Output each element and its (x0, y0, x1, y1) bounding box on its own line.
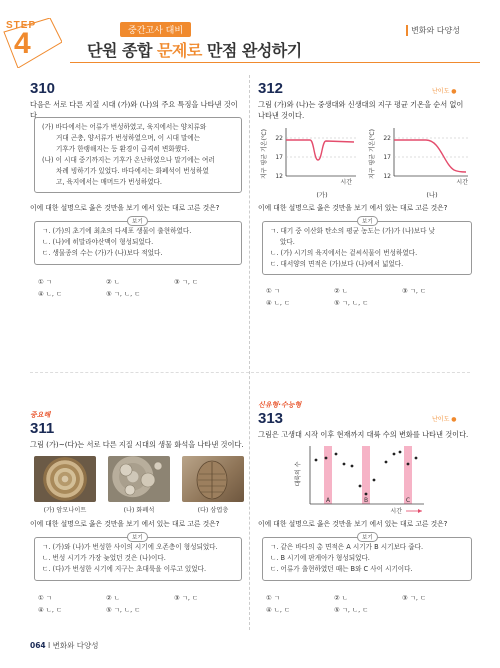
choice-3[interactable]: ③ ㄱ, ㄷ (402, 287, 427, 295)
choice-1[interactable]: ① ㄱ (266, 287, 280, 295)
question-311-choices (38, 592, 243, 616)
question-number-313: 313 (258, 410, 284, 427)
question-310-prompt: 이에 대한 설명으로 옳은 것만을 보기 에서 있는 대로 고른 것은? (30, 204, 220, 212)
choice-3[interactable]: ③ ㄱ, ㄷ (402, 594, 427, 602)
graph-na-xlabel: 시간 (456, 179, 468, 186)
difficulty-label: 난이도 ● (432, 416, 457, 423)
bogi-line: ㄷ. 생물종의 수는 (가)가 (나)보다 적었다. (42, 249, 163, 257)
passage-line: 기후가 한랭해지는 등 환경이 급격히 변화했다. (56, 145, 190, 153)
band-label-c: C (405, 497, 411, 504)
graph-ga-caption: (가) (316, 191, 328, 199)
bogi-label: 보기 (357, 216, 378, 226)
band-label-b: B (363, 497, 369, 504)
choice-4[interactable]: ④ ㄴ, ㄷ (266, 299, 291, 307)
graph-na (368, 124, 476, 200)
band-a (324, 446, 332, 504)
page-footer (30, 640, 99, 651)
passage-line: 고, 육지에서는 매머드가 번성하였다. (56, 178, 163, 186)
bogi-line: ㄱ. 같은 바다의 총 면적은 A 시기가 B 시기보다 줍다. (270, 543, 424, 551)
question-312-text (258, 99, 473, 121)
caption-nummulite: (나) 화폐석 (123, 507, 155, 514)
choice-1[interactable]: ① ㄱ (38, 278, 52, 286)
choice-5[interactable]: ⑤ ㄱ, ㄴ, ㄷ (106, 290, 141, 298)
new-type-tag: 신유형·수능형 (258, 401, 302, 409)
tick-label: 22 (383, 135, 391, 142)
choice-5[interactable]: ⑤ ㄱ, ㄴ, ㄷ (106, 606, 141, 614)
step-word: STEP (6, 20, 37, 31)
column-divider (249, 75, 250, 630)
exam-badge: 중간고사 대비 (120, 22, 191, 37)
question-number-310: 310 (30, 80, 56, 97)
choice-2[interactable]: ② ㄴ (106, 594, 120, 602)
graph-ylabel: 대륙의 수 (295, 461, 302, 487)
bogi-line: ㄴ. B 시기에 판게아가 형성되었다. (270, 554, 370, 562)
tick-label: 22 (275, 135, 283, 142)
row-divider (30, 372, 470, 373)
bogi-line: ㄷ. 어류가 출현하였던 때는 B와 C 사이 시기이다. (270, 565, 413, 573)
tick-label: 17 (275, 154, 283, 161)
bogi-line: ㄴ. (가) 시기의 육지에서는 겉씨식물이 번성하였다. (270, 249, 418, 257)
band-c (404, 446, 412, 504)
choice-3[interactable]: ③ ㄱ, ㄷ (174, 278, 199, 286)
title-part-1: 단원 종합 (87, 41, 157, 60)
graph-na-ylabel: 지구 평균 기온(℃) (369, 128, 376, 180)
question-310-choices (38, 276, 243, 300)
passage-line: 거대 곤충, 양서류가 번성하였으며, 이 시대 말에는 (56, 134, 201, 142)
step-number: 4 (14, 27, 31, 60)
graph-ga-xlabel: 시간 (340, 179, 352, 186)
time-arrow-head (418, 509, 422, 513)
continent-count-graph (290, 444, 440, 516)
text-line: 나타낸 것이다. (258, 111, 305, 120)
question-311-text: 그림 (가)~(다)는 서로 다른 지질 시대의 생물 화석을 나타낸 것이다. (30, 440, 244, 449)
bogi-line: ㄴ. (나)에 히말라야산맥이 형성되었다. (42, 238, 154, 246)
header-rule (70, 62, 480, 63)
question-310-passage (34, 117, 242, 193)
question-313-choices (266, 592, 471, 616)
question-311-prompt: 이에 대한 설명으로 옳은 것만을 보기 에서 있는 대로 고른 것은? (30, 520, 220, 528)
caption-ammonite: (가) 암모나이트 (43, 507, 87, 514)
choice-5[interactable]: ⑤ ㄱ, ㄴ, ㄷ (334, 606, 369, 614)
question-310-bogi-box (34, 221, 242, 265)
choice-1[interactable]: ① ㄱ (38, 594, 52, 602)
tick-label: 12 (275, 173, 283, 180)
passage-line: 차례 빙하기가 있었다. 바다에서는 화폐석이 번성하였 (56, 167, 209, 175)
important-tag: 중요해 (30, 411, 51, 419)
bogi-line: ㄱ. (가)의 초기에 최초의 다세포 생물이 출현하였다. (42, 227, 192, 235)
nummulite-texture (108, 456, 170, 502)
graph-ga (260, 124, 360, 200)
passage-line: (가) 바다에서는 어류가 번성하였고, 육지에서는 양치류와 (42, 123, 207, 131)
question-313-prompt: 이에 대한 설명으로 옳은 것만을 보기 에서 있는 대로 고른 것은? (258, 520, 448, 528)
passage-line: (나) 이 시대 중기까지는 기후가 온난하였으나 말기에는 여러 (42, 156, 215, 164)
ammonite-fossil-image (34, 456, 96, 502)
choice-1[interactable]: ① ㄱ (266, 594, 280, 602)
bogi-line: ㄴ. 번성 시기가 가장 늦었던 것은 (나)이다. (42, 554, 166, 562)
choice-2[interactable]: ② ㄴ (334, 594, 348, 602)
choice-4[interactable]: ④ ㄴ, ㄷ (266, 606, 291, 614)
question-312-choices (266, 285, 471, 309)
question-313-bogi-box (262, 537, 472, 581)
graph-xlabel: 시간 (390, 508, 402, 515)
band-label-a: A (325, 497, 331, 504)
question-312-bogi-box (262, 221, 472, 275)
graph-ga-ylabel: 지구 평균 기온(℃) (261, 128, 268, 180)
bogi-line: ㄱ. 대기 중 이산화 탄소의 평균 농도는 (가)가 (나)보다 낮 (270, 227, 436, 235)
trilobite-fossil-image (182, 456, 244, 502)
nummulite-fossil-image (108, 456, 170, 502)
footer-unit: Ⅰ 변화와 다양성 (48, 641, 99, 650)
question-311-bogi-box (34, 537, 242, 581)
title-part-3: 만점 완성하기 (201, 41, 302, 60)
question-number-311: 311 (30, 420, 55, 437)
temperature-curve (394, 140, 466, 172)
bogi-line: ㄷ. 대서양의 면적은 (가)보다 (나)에서 넓었다. (270, 260, 404, 268)
text-line: 그림 (가)와 (나)는 중생대와 신생대의 지구 평균 기온을 순서 없이 (258, 100, 464, 109)
bogi-line: ㄱ. (가)와 (나)가 번성한 사이의 시기에 오존층이 형성되었다. (42, 543, 218, 551)
bogi-line: 았다. (280, 238, 295, 246)
choice-4[interactable]: ④ ㄴ, ㄷ (38, 606, 63, 614)
bogi-label: 보기 (127, 532, 148, 542)
caption-trilobite: (다) 삼엽충 (197, 507, 229, 514)
choice-5[interactable]: ⑤ ㄱ, ㄴ, ㄷ (334, 299, 369, 307)
bogi-line: ㄷ. (다)가 번성한 시기에 지구는 초대륙을 이루고 있었다. (42, 565, 207, 573)
question-313-text: 그림은 고생대 시작 이후 현재까지 대륙 수의 변화를 나타낸 것이다. (258, 430, 469, 439)
question-number-312: 312 (258, 80, 284, 97)
graph-na-caption: (나) (426, 191, 438, 199)
tick-label: 12 (383, 173, 391, 180)
bogi-label: 보기 (357, 532, 378, 542)
choice-3[interactable]: ③ ㄱ, ㄷ (174, 594, 199, 602)
question-312-prompt: 이에 대한 설명으로 옳은 것만을 보기 에서 있는 대로 고른 것은? (258, 204, 448, 212)
title-part-2: 문제로 (156, 41, 202, 60)
tick-label: 17 (383, 154, 391, 161)
choice-2[interactable]: ② ㄴ (334, 287, 348, 295)
page-title (87, 38, 302, 61)
unit-label: 변화와 다양성 (406, 25, 460, 36)
choice-4[interactable]: ④ ㄴ, ㄷ (38, 290, 63, 298)
page-number: 064 (30, 641, 46, 650)
choice-2[interactable]: ② ㄴ (106, 278, 120, 286)
trilobite-texture (182, 456, 244, 502)
bogi-label: 보기 (127, 216, 148, 226)
question-310-text: 다음은 서로 다른 지질 시대 (가)와 (나)의 주요 특징을 나타낸 것이다. (30, 100, 238, 120)
difficulty-label: 난이도 ● (432, 88, 457, 95)
